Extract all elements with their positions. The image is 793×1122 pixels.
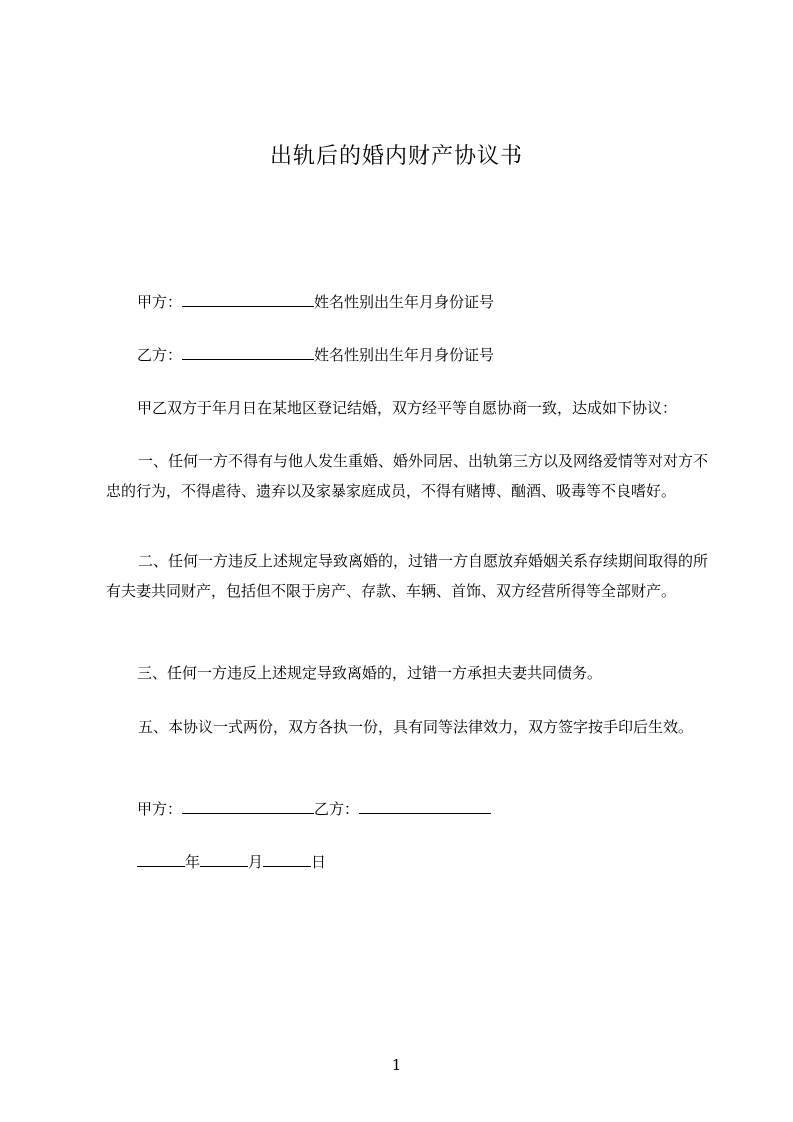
clause-3: 三、任何一方违反上述规定导致离婚的，过错一方承担夫妻共同债务。: [137, 664, 603, 682]
date-year-blank: [137, 850, 185, 867]
signature-party-a-label: 甲方：: [137, 800, 183, 818]
document-title: 出轨后的婚内财产协议书: [269, 144, 523, 169]
signature-party-b-label: 乙方：: [314, 800, 360, 818]
page-number: 1: [391, 1056, 402, 1074]
party-a-label: 甲方：: [137, 293, 183, 311]
intro-paragraph: 甲乙双方于年月日在某地区登记结婚，双方经平等自愿协商一致，达成如下协议：: [137, 399, 678, 417]
date-day-label: 日: [311, 853, 327, 871]
party-a-fields: 姓名性别出生年月身份证号: [314, 293, 495, 311]
clause-1: 一、任何一方不得有与他人发生重婚、婚外同居、出轨第三方以及网络爱情等对对方不忠的行为，不得虐待、遗弃以及家暴家庭成员，不得有赌博、酗酒、吸毒等不良嗜好。: [106, 452, 709, 500]
date-line: [137, 850, 326, 873]
date-month-blank: [200, 850, 248, 867]
party-a-line: [137, 290, 494, 313]
party-b-fields: 姓名性别出生年月身份证号: [314, 346, 495, 364]
party-a-blank: [182, 290, 314, 307]
party-b-label: 乙方：: [137, 346, 183, 364]
clause-2: 二、任何一方违反上述规定导致离婚的，过错一方自愿放弃婚姻关系存续期间取得的所有夫妻共同财产，包括但不限于房产、存款、车辆、首饰、双方经营所得等全部财产。: [106, 552, 709, 600]
date-day-blank: [263, 850, 311, 867]
signature-line: [137, 797, 491, 820]
signature-party-a-blank: [182, 797, 314, 814]
date-year-label: 年: [185, 853, 201, 871]
party-b-blank: [182, 343, 314, 360]
signature-party-b-blank: [359, 797, 491, 814]
date-month-label: 月: [248, 853, 264, 871]
clause-5: 五、本协议一式两份，双方各执一份，具有同等法律效力，双方签字按手印后生效。: [138, 718, 694, 736]
party-b-line: [137, 343, 494, 366]
